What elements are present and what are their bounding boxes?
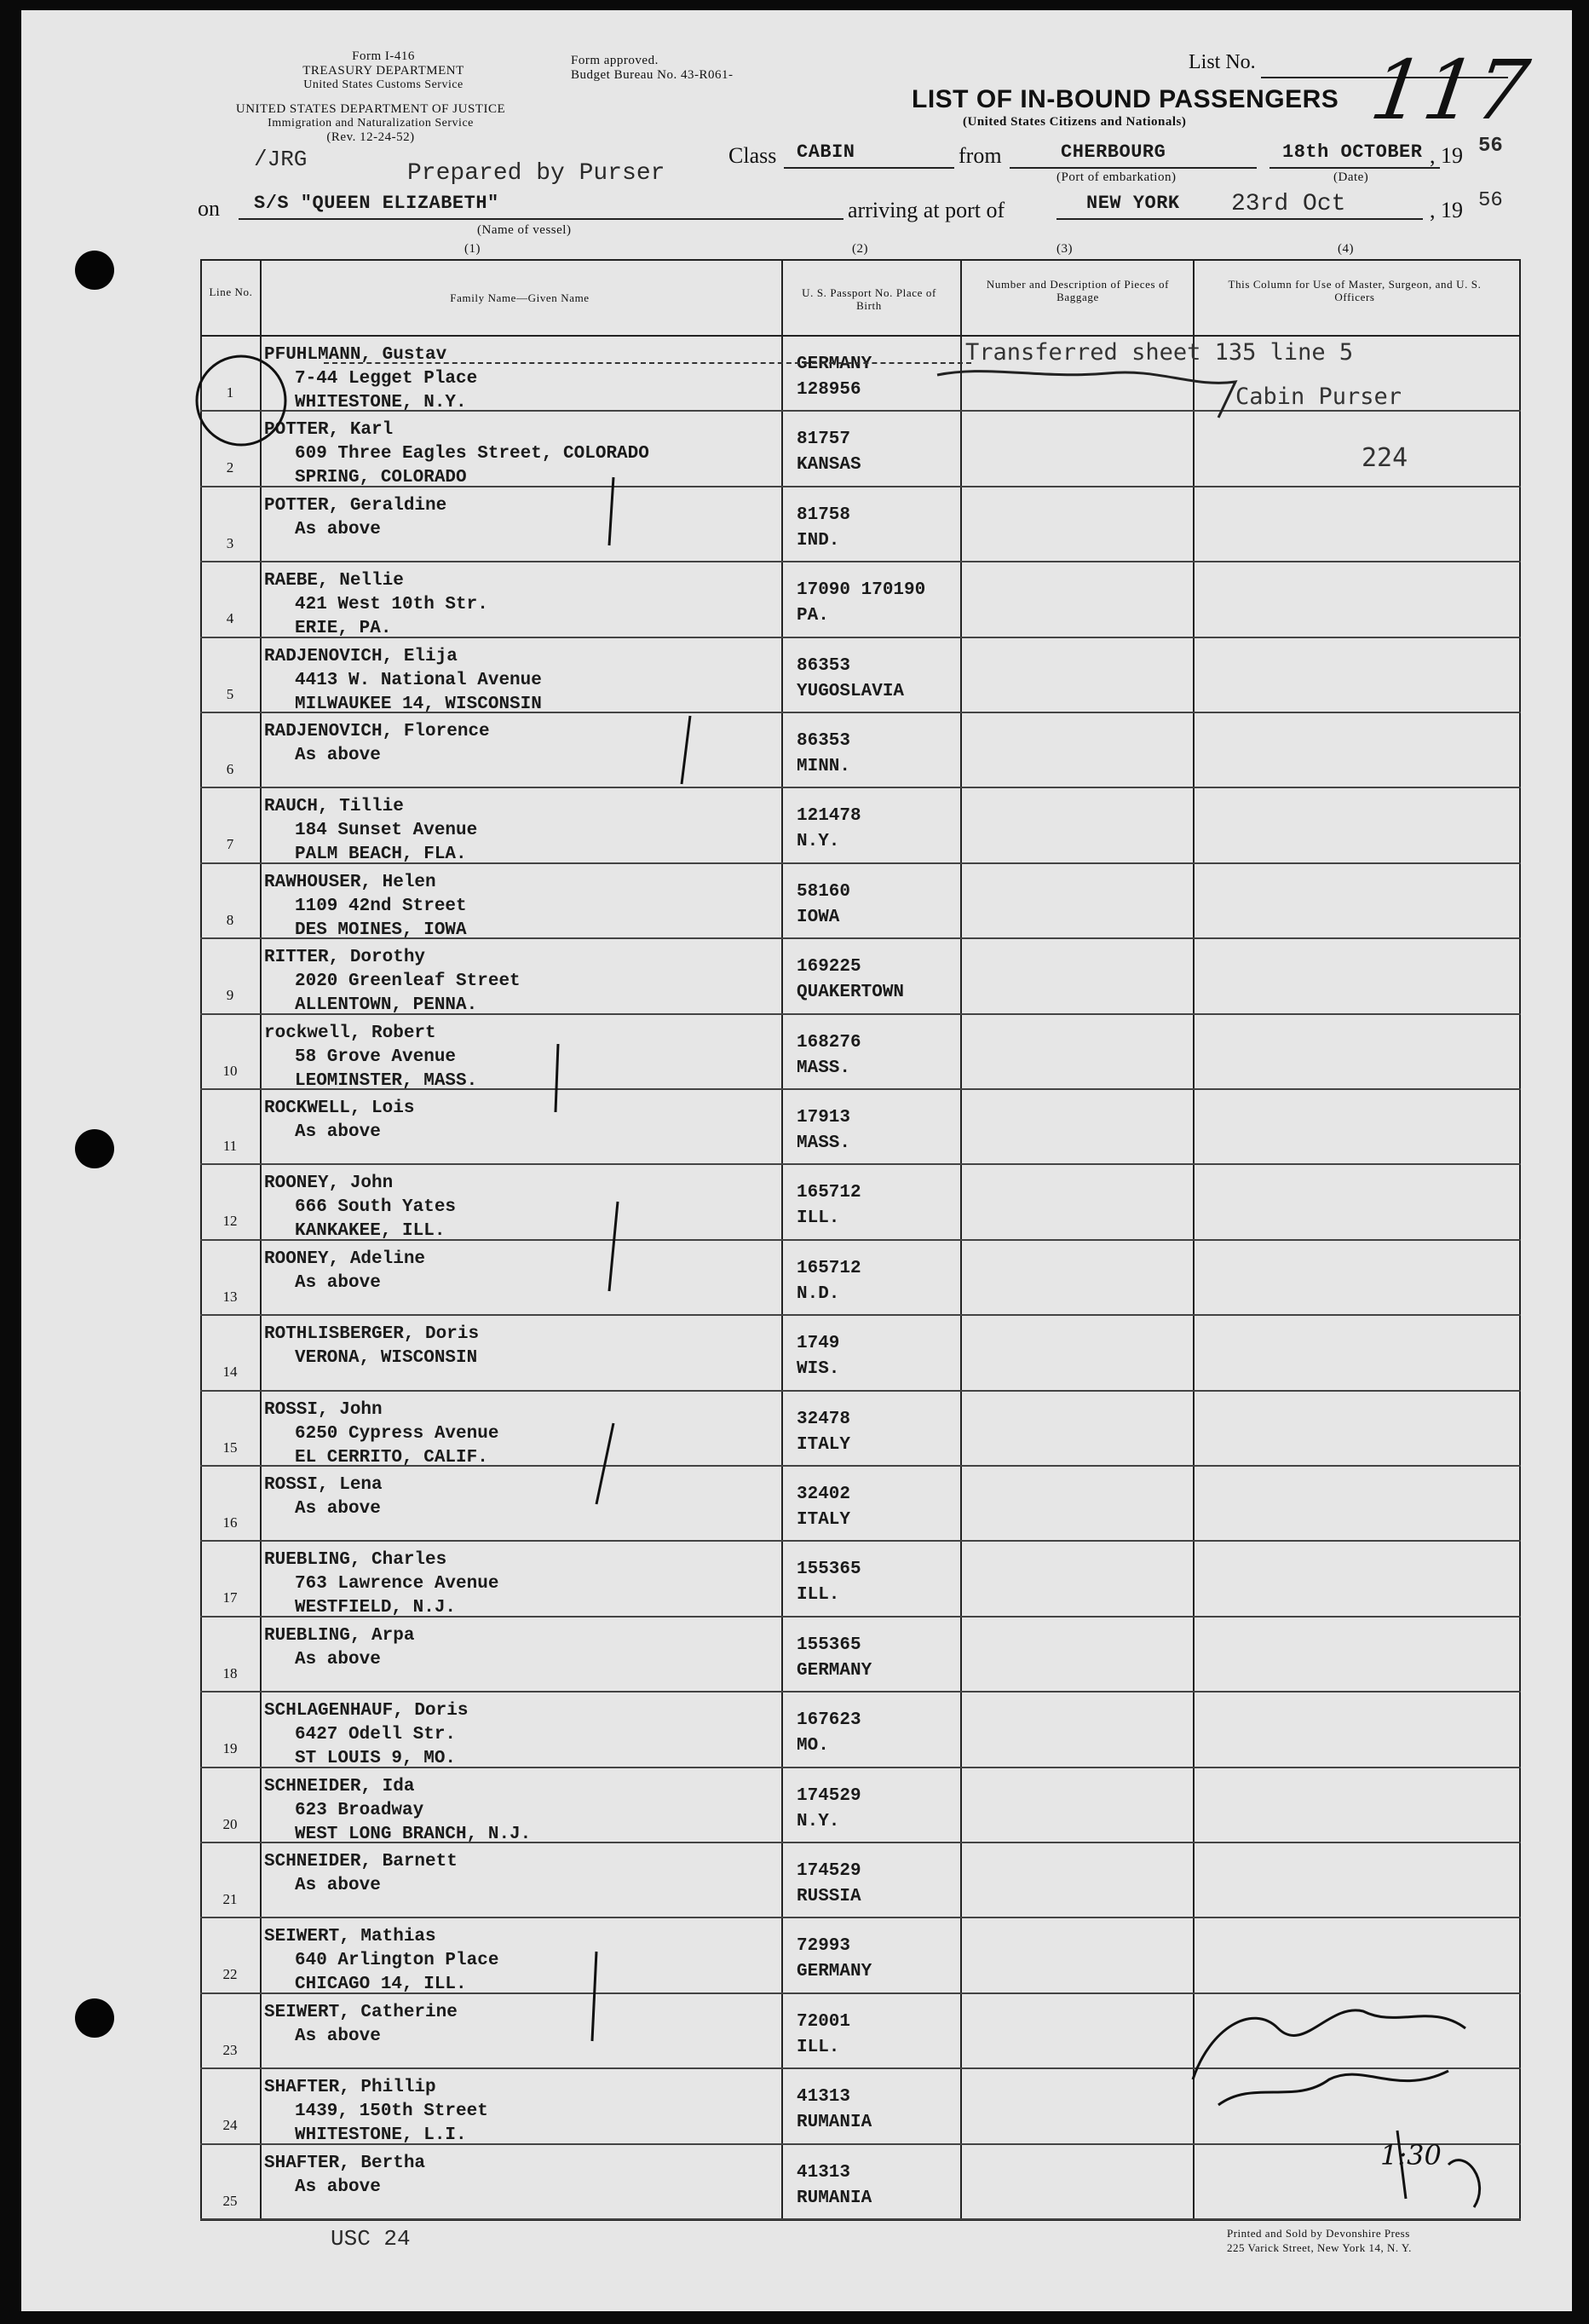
list-no-value: 117	[1365, 43, 1535, 138]
from-value: CHERBOURG	[1061, 141, 1166, 163]
passport-number: 81758	[797, 505, 851, 525]
passenger-address: ALLENTOWN, PENNA.	[295, 995, 478, 1016]
row-number: 3	[226, 534, 234, 551]
transferred-note: Transferred sheet 135 line 5	[965, 339, 1354, 366]
place-of-birth: KANSAS	[797, 455, 861, 476]
passport-number: 17913	[797, 1108, 851, 1127]
passenger-name: RUEBLING, Charles	[264, 1550, 447, 1571]
passenger-name: ROSSI, Lena	[264, 1475, 383, 1495]
cabin-purser-note: Cabin Purser	[1235, 383, 1402, 410]
passenger-address: As above	[295, 2177, 381, 2197]
place-of-birth: QUAKERTOWN	[797, 983, 905, 1003]
place-of-birth: RUMANIA	[797, 2113, 872, 2133]
passport-number: 174529	[797, 1861, 861, 1881]
place-of-birth: RUMANIA	[797, 2188, 872, 2208]
passenger-address: 7-44 Legget Place	[295, 369, 478, 389]
place-of-birth: N.Y.	[797, 1811, 840, 1831]
port-embark-caption: (Port of embarkation)	[1056, 170, 1177, 184]
passenger-name: rockwell, Robert	[264, 1023, 436, 1043]
tick-mark	[596, 1423, 613, 1504]
passenger-address: WHITESTONE, N.Y.	[295, 393, 467, 412]
passport-number: 121478	[797, 806, 861, 827]
passenger-name: RADJENOVICH, Elija	[264, 646, 458, 666]
passport-number: 174529	[797, 1785, 861, 1806]
passenger-address: 184 Sunset Avenue	[295, 821, 478, 841]
passenger-address: WEST LONG BRANCH, N.J.	[295, 1824, 532, 1844]
passenger-name: SHAFTER, Bertha	[264, 2153, 426, 2173]
place-of-birth: IOWA	[797, 907, 840, 927]
passenger-address: 4413 W. National Avenue	[295, 670, 542, 690]
margin-time: 1:30	[1380, 2139, 1442, 2171]
passenger-name: SCHLAGENHAUF, Doris	[264, 1701, 469, 1721]
passenger-address: 6427 Odell Str.	[295, 1725, 457, 1745]
footer-usc: USC 24	[331, 2226, 411, 2252]
arrival-port: NEW YORK	[1086, 193, 1180, 214]
page-title: LIST OF IN-BOUND PASSENGERS	[912, 85, 1339, 113]
passenger-name: ROTHLISBERGER, Doris	[264, 1324, 480, 1345]
passenger-name: RUEBLING, Arpa	[264, 1625, 415, 1646]
passenger-address: ERIE, PA.	[295, 619, 392, 639]
passenger-address: VERONA, WISCONSIN	[295, 1348, 478, 1369]
page-subtitle: (United States Citizens and Nationals)	[963, 115, 1187, 129]
form-number: Form I-416	[352, 49, 415, 63]
passport-number: 86353	[797, 731, 851, 751]
passport-number: 86353	[797, 655, 851, 676]
row-number: 13	[222, 1288, 238, 1305]
form-revision: (Rev. 12-24-52)	[326, 130, 415, 144]
passport-number: 58160	[797, 881, 851, 902]
passenger-address: CHICAGO 14, ILL.	[295, 1975, 467, 1995]
row-number: 7	[226, 836, 234, 853]
row-number: 24	[222, 2117, 238, 2134]
row-number: 14	[222, 1364, 238, 1381]
from-label: from	[959, 143, 1002, 168]
passenger-address: As above	[295, 1499, 381, 1519]
passenger-address: 623 Broadway	[295, 1800, 424, 1820]
passport-number: 32402	[797, 1485, 851, 1504]
place-of-birth: MO.	[797, 1736, 829, 1756]
row-number: 11	[222, 1138, 238, 1154]
list-no-label: List No.	[1189, 51, 1256, 73]
tick-mark	[609, 477, 613, 545]
row-number: 6	[226, 761, 234, 777]
place-of-birth: ILL.	[797, 1585, 840, 1606]
passenger-address: As above	[295, 1122, 381, 1142]
form-approved: Form approved.	[571, 54, 659, 67]
passenger-address: As above	[295, 1272, 381, 1293]
passenger-address: As above	[295, 1876, 381, 1895]
passenger-address: As above	[295, 746, 381, 765]
header-officers: This Column for Use of Master, Surgeon, and U. S. Officers	[1228, 278, 1482, 303]
class-value: CABIN	[797, 141, 855, 163]
passenger-address: As above	[295, 519, 381, 539]
header-name: Family Name—Given Name	[450, 291, 590, 304]
vessel-caption: (Name of vessel)	[477, 223, 572, 237]
row-number: 1	[226, 384, 234, 401]
col-num-1: (1)	[464, 242, 481, 256]
note-224: 224	[1362, 443, 1408, 473]
initials: /JRG	[254, 147, 308, 172]
place-of-birth: WIS.	[797, 1359, 840, 1380]
passenger-address: As above	[295, 1649, 381, 1669]
year-prefix-2: , 19	[1430, 198, 1463, 222]
tick-mark	[592, 1952, 596, 2041]
passenger-name: RAUCH, Tillie	[264, 797, 404, 817]
passenger-name: SCHNEIDER, Ida	[264, 1776, 415, 1796]
customs-service: United States Customs Service	[303, 78, 463, 91]
passenger-address: 58 Grove Avenue	[295, 1047, 457, 1067]
place-of-birth: 128956	[797, 380, 861, 400]
passenger-address: WESTFIELD, N.J.	[295, 1598, 457, 1618]
date-caption: (Date)	[1333, 170, 1369, 184]
passport-number: 1749	[797, 1334, 840, 1354]
officer-signature	[1193, 2010, 1465, 2079]
justice-dept: UNITED STATES DEPARTMENT OF JUSTICE	[235, 102, 506, 116]
passport-number: 72993	[797, 1936, 851, 1957]
passenger-address: WHITESTONE, L.I.	[295, 2125, 467, 2146]
place-of-birth: ITALY	[797, 1434, 851, 1455]
passenger-address: 2020 Greenleaf Street	[295, 972, 521, 992]
arrival-date: 23rd Oct	[1231, 191, 1346, 217]
row-number: 2	[226, 459, 234, 476]
row-number: 15	[222, 1439, 238, 1456]
row-number: 4	[226, 610, 234, 627]
place-of-birth: MINN.	[797, 757, 851, 776]
col-num-4: (4)	[1338, 242, 1354, 256]
passenger-address: ST LOUIS 9, MO.	[295, 1749, 457, 1769]
header-line-no: Line No.	[209, 285, 253, 298]
on-label: on	[198, 196, 220, 221]
place-of-birth: ILL.	[797, 1208, 840, 1229]
place-of-birth: GERMANY	[797, 1962, 872, 1982]
signature-scribble	[937, 372, 1235, 418]
tick-mark	[609, 1202, 618, 1291]
passport-number: 41313	[797, 2162, 851, 2183]
passport-number: GERMANY	[797, 355, 872, 374]
passport-number: 165712	[797, 1183, 861, 1203]
row-number: 19	[222, 1740, 238, 1757]
passenger-name: RITTER, Dorothy	[264, 948, 426, 968]
row-number: 22	[222, 1966, 238, 1983]
passenger-name: SEIWERT, Catherine	[264, 2002, 458, 2022]
passport-number: 155365	[797, 1635, 861, 1655]
passport-number: 169225	[797, 957, 861, 977]
row-number: 12	[222, 1213, 238, 1230]
passenger-address: 1439, 150th Street	[295, 2102, 488, 2122]
passenger-name: POTTER, Geraldine	[264, 495, 447, 516]
place-of-birth: ILL.	[797, 2037, 840, 2057]
place-of-birth: IND.	[797, 530, 840, 551]
passenger-name: SCHNEIDER, Barnett	[264, 1852, 458, 1871]
officer-signature-2	[1218, 2071, 1448, 2105]
place-of-birth: N.Y.	[797, 832, 840, 852]
col-num-2: (2)	[852, 242, 868, 256]
place-of-birth: YUGOSLAVIA	[797, 681, 905, 701]
arriving-label: arriving at port of	[848, 198, 1005, 222]
footer-printed	[1227, 2226, 1412, 2255]
passenger-address: EL CERRITO, CALIF.	[295, 1447, 488, 1468]
passenger-address: 609 Three Eagles Street, COLORADO	[295, 444, 649, 464]
place-of-birth: ITALY	[797, 1510, 851, 1530]
passenger-address: 763 Lawrence Avenue	[295, 1574, 499, 1595]
passenger-address: LEOMINSTER, MASS.	[295, 1070, 478, 1091]
year-2: 56	[1478, 189, 1503, 212]
passenger-address: 666 South Yates	[295, 1197, 457, 1218]
passenger-name: ROCKWELL, Lois	[264, 1099, 415, 1118]
row-number: 5	[226, 685, 234, 702]
header-baggage: Number and Description of Pieces of Baggage	[986, 278, 1170, 303]
passenger-address: SPRING, COLORADO	[295, 468, 467, 488]
row-number: 25	[222, 2192, 238, 2209]
passport-number: 41313	[797, 2087, 851, 2108]
passenger-address: MILWAUKEE 14, WISCONSIN	[295, 694, 542, 714]
row-number: 18	[222, 1664, 238, 1681]
row-number: 16	[222, 1514, 238, 1531]
passenger-address: 421 West 10th Str.	[295, 595, 488, 615]
passenger-name: PFUHLMANN, Gustav	[264, 345, 447, 365]
row-number: 23	[222, 2041, 238, 2058]
passport-number: 168276	[797, 1032, 861, 1052]
passenger-address: As above	[295, 2026, 381, 2046]
passport-number: 167623	[797, 1710, 861, 1731]
departure-date: 18th OCTOBER	[1282, 141, 1423, 163]
budget-bureau: Budget Bureau No. 43-R061-	[571, 68, 734, 82]
row-number: 10	[222, 1062, 238, 1079]
row-number: 21	[222, 1891, 238, 1907]
place-of-birth: GERMANY	[797, 1660, 872, 1681]
place-of-birth: PA.	[797, 606, 829, 626]
class-label: Class	[728, 143, 777, 168]
ins-service: Immigration and Naturalization Service	[268, 117, 474, 130]
passenger-name: POTTER, Karl	[264, 420, 394, 441]
passport-number: 32478	[797, 1409, 851, 1429]
passenger-address: PALM BEACH, FLA.	[295, 845, 467, 865]
row-number: 20	[222, 1815, 238, 1832]
passport-number: 17090 170190	[797, 580, 926, 601]
vessel-name: S/S "QUEEN ELIZABETH"	[254, 193, 499, 214]
year-1: 56	[1478, 135, 1503, 158]
place-of-birth: MASS.	[797, 1133, 851, 1153]
passenger-address: 6250 Cypress Avenue	[295, 1423, 499, 1444]
passenger-name: SHAFTER, Phillip	[264, 2078, 436, 2098]
passenger-address: DES MOINES, IOWA	[295, 920, 467, 940]
passenger-name: ROONEY, Adeline	[264, 1249, 426, 1269]
passenger-address: 1109 42nd Street	[295, 896, 467, 916]
treasury-dept: TREASURY DEPARTMENT	[302, 64, 464, 78]
footer-printed-line-1: Printed and Sold by Devonshire Press	[1227, 2227, 1410, 2240]
row-number: 8	[226, 911, 234, 928]
place-of-birth: N.D.	[797, 1283, 840, 1304]
col-num-3: (3)	[1056, 242, 1073, 256]
passport-number: 155365	[797, 1560, 861, 1580]
passenger-name: RADJENOVICH, Florence	[264, 722, 490, 741]
passenger-name: ROONEY, John	[264, 1174, 394, 1194]
passenger-address: KANKAKEE, ILL.	[295, 1221, 446, 1242]
tick-mark	[556, 1044, 558, 1112]
row1-circle	[197, 356, 285, 445]
passport-number: 165712	[797, 1258, 861, 1278]
header-passport: U. S. Passport No. Place of Birth	[802, 286, 936, 312]
footer-printed-line-2: 225 Varick Street, New York 14, N. Y.	[1227, 2241, 1412, 2254]
place-of-birth: MASS.	[797, 1058, 851, 1078]
row-number: 9	[226, 987, 234, 1004]
year-prefix-1: , 19	[1430, 143, 1463, 168]
row-number: 17	[222, 1589, 238, 1606]
passenger-address: 640 Arlington Place	[295, 1951, 499, 1971]
passenger-name: SEIWERT, Mathias	[264, 1927, 436, 1947]
passport-number: 81757	[797, 430, 851, 450]
tick-mark	[682, 716, 690, 784]
prepared-by: Prepared by Purser	[407, 160, 665, 187]
place-of-birth: RUSSIA	[797, 1887, 861, 1906]
passenger-name: RAWHOUSER, Helen	[264, 872, 436, 892]
passport-number: 72001	[797, 2011, 851, 2032]
passenger-name: RAEBE, Nellie	[264, 571, 404, 591]
passenger-name: ROSSI, John	[264, 1399, 383, 1420]
